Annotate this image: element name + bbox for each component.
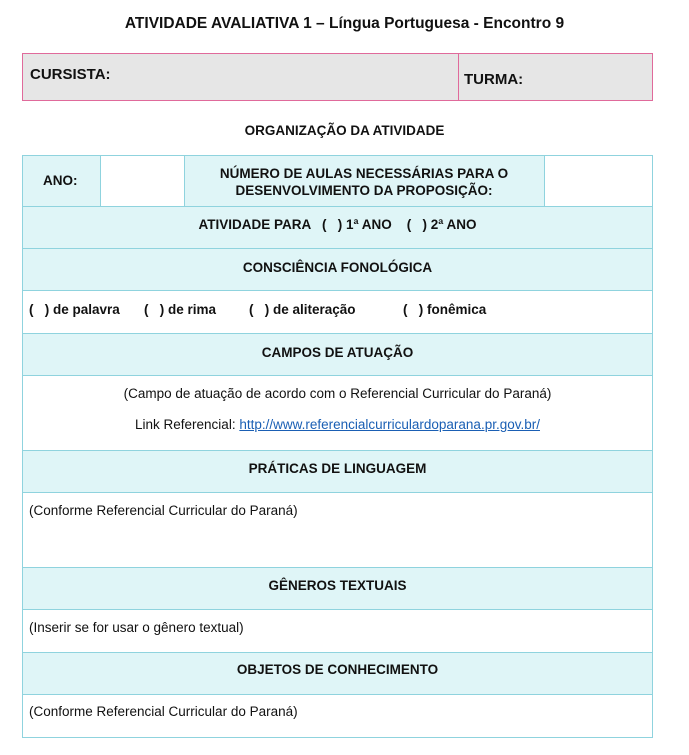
turma-label: TURMA:: [464, 71, 524, 88]
link-label: Link Referencial:: [135, 417, 240, 432]
aulas-label-line1: NÚMERO DE AULAS NECESSÁRIAS PARA O: [219, 166, 509, 181]
option-aliteracao[interactable]: ( ) de aliteração: [249, 302, 356, 317]
option-fonemica[interactable]: ( ) fonêmica: [403, 302, 487, 317]
option-rima[interactable]: ( ) de rima: [144, 302, 217, 317]
document-title: ATIVIDADE AVALIATIVA 1 – Língua Portuguesa - Encontro 9: [124, 15, 565, 32]
atividade-para-text: ATIVIDADE PARA ( ) 1ª ANO ( ) 2ª ANO: [198, 217, 477, 232]
organizacao-table-border: [22, 155, 653, 738]
objetos-text[interactable]: (Conforme Referencial Curricular do Paraná): [29, 704, 298, 719]
cursista-turma-divider: [458, 54, 459, 100]
cursista-label: CURSISTA:: [30, 66, 111, 83]
campos-text: (Campo de atuação de acordo com o Referencial Curricular do Paraná): [123, 386, 552, 401]
consciencia-title: CONSCIÊNCIA FONOLÓGICA: [242, 260, 433, 275]
aulas-label-line2: DESENVOLVIMENTO DA PROPOSIÇÃO:: [235, 183, 493, 198]
objetos-title: OBJETOS DE CONHECIMENTO: [236, 662, 439, 677]
referencial-link[interactable]: http://www.referencialcurriculardoparana.pr.gov.br/: [239, 417, 540, 432]
organizacao-title: ORGANIZAÇÃO DA ATIVIDADE: [244, 123, 445, 138]
option-palavra[interactable]: ( ) de palavra: [29, 302, 120, 317]
generos-text[interactable]: (Inserir se for usar o gênero textual): [29, 620, 244, 635]
generos-title: GÊNEROS TEXTUAIS: [268, 578, 407, 593]
praticas-title: PRÁTICAS DE LINGUAGEM: [248, 461, 427, 476]
ano-label: ANO:: [43, 173, 78, 188]
cursista-turma-box: [22, 53, 653, 101]
praticas-text[interactable]: (Conforme Referencial Curricular do Paraná): [29, 503, 298, 518]
campos-title: CAMPOS DE ATUAÇÃO: [261, 345, 414, 360]
